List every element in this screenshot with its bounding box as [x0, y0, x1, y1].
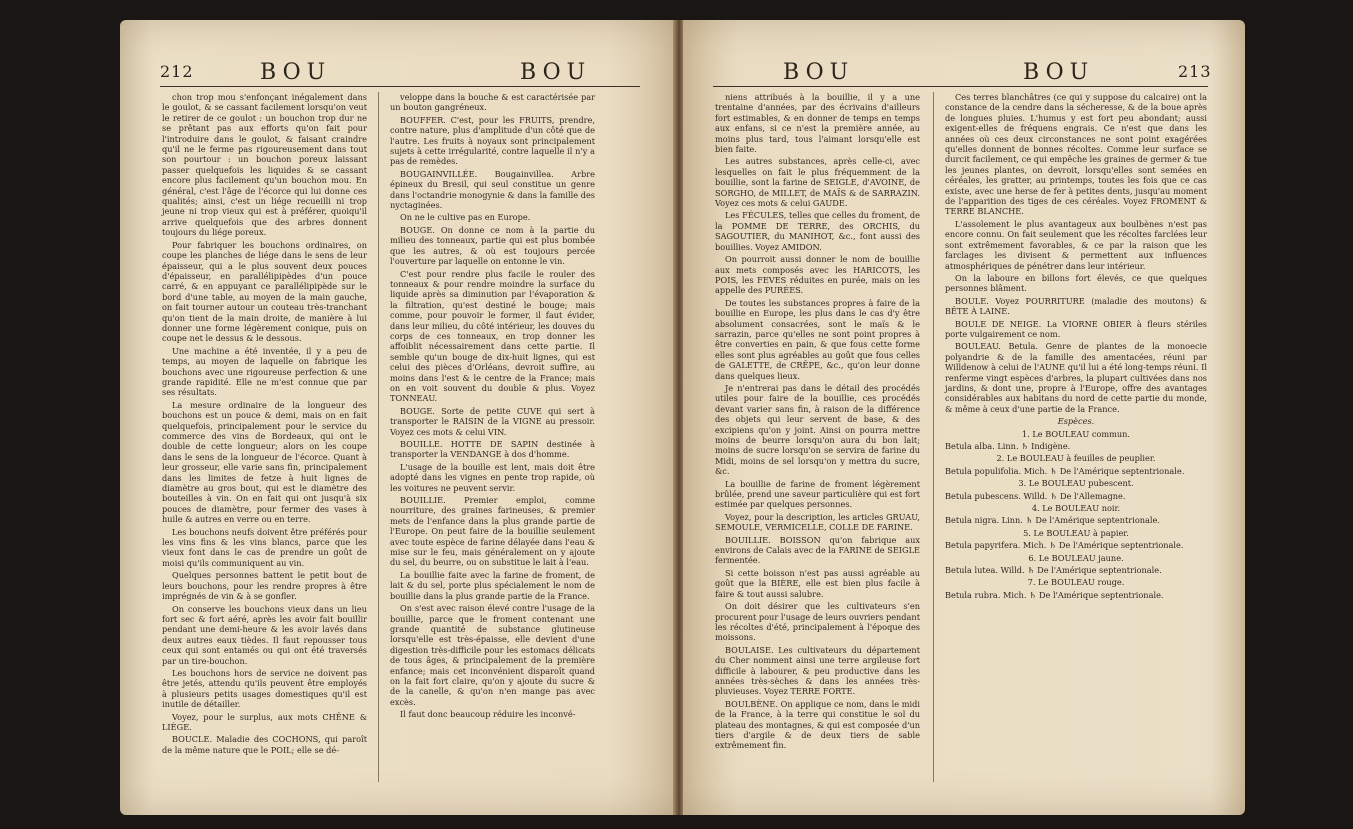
paragraph: BOUGAINVILLÉE. Bougainvillea. Arbre épineux du Bresil, qui seul constitue un genre dans l'octandrie monogynie & dans la famille des nyctaginées.	[390, 168, 595, 211]
right-column-2	[945, 92, 1207, 602]
paragraph: Il faut donc beaucoup réduire les inconvé-	[400, 709, 576, 720]
left-column-rule	[378, 92, 379, 782]
left-column-1	[162, 92, 367, 757]
paragraph: On s'est avec raison élevé contre l'usage de la bouillie, parce que le froment contenant une grande quantité de substance glutineuse lorsqu'elle est très-épaisse, elle devient d'une digestion très-difficile pour les estomacs délicats de tous âges, & principalement de la première enfance; mais cet inconvénient disparoît quand on la fait fort claire, qu'on y ajoute du sucre & de la canelle, & qu'on n'en mange pas avec excès.	[390, 603, 595, 707]
paragraph: BOUILLIE. BOISSON qu'on fabrique aux environs de Calais avec de la FARINE de SEIGLE fermentée.	[715, 534, 920, 566]
paragraph: niens attribués à la bouillie, il y a une trentaine d'années, par des écrivains d'ailleurs fort estimables, & en donner de temps en temps aux enfans, si ce n'est la première année, au moins plus tard, tous l'aimant lorsqu'elle est bien faite.	[715, 92, 920, 155]
paragraph: chon trop mou s'enfonçant inégalement dans le goulot, & se cassant facilement lorsqu'on veut le retirer de ce goulot : un bouchon trop dur ne se prêtant pas aux efforts qu'on fait pour l'introduire dans le goulot, & faisant craindre qu'il ne le ferme pas rigoureusement dans tout son pourtour : un bouchon poreux laissant passer quelquefois les liquides & se cassant encore plus facilement qu'un bouchon mou. En général, c'est l'âge de l'écorce qui lui donne ces qualités; ainsi, c'est un liége recueilli ni trop jeune ni trop vieux qui est à préférer, quoiqu'il arrive quelquefois que des arbres donnent toujours du liége poreux.	[162, 92, 367, 238]
paragraph: Les autres substances, après celle-ci, avec lesquelles on fait le plus fréquemment de la bouillie, sont la farine de SEIGLE, d'AVOINE, de SORGHO, de MILLET, de MAÏS & de SARRAZIN. Voyez ces mots & celui GAUDE.	[715, 156, 920, 209]
paragraph: BOUCLE. Maladie des COCHONS, qui paroît de la même nature que le POIL; elle se dé-	[162, 734, 367, 755]
paragraph: On pourroit aussi donner le nom de bouillie aux mets composés avec les HARICOTS, les POIS, les FEVES réduites en purée, mais on les appelle des PURÉES.	[715, 254, 920, 296]
paragraph: Voyez, pour la description, les articles GRUAU, SEMOULE, VERMICELLE, COLLE DE FARINE.	[715, 511, 920, 533]
paragraph: De toutes les substances propres à faire de la bouillie en Europe, les plus dans le cas d'y être absolument consacrées, sont le maïs & le sarrazin, parce qu'elles ne sont point propres à être converties en pain, & que fous cette forme elles sont plus agréables au goût que fous celles de GALETTE, de CRÊPE, &c., qu'on leur donne dans quelques lieux.	[715, 297, 920, 381]
paragraph: Je n'entrerai pas dans le détail des procédés utiles pour faire de la bouillie, ces procédés devant varier sans fin, à raison de la différence des objets qui leur servent de base, & des excipiens qu'on y joint. Ainsi on pourra mettre moins de beurre lorsqu'on aura du bon lait; moins de sucre lorsqu'on se servira de farine du Midi, moins de sel lorsqu'on y mettra du sucre, &c.	[715, 382, 920, 477]
paragraph: La mesure ordinaire de la longueur des bouchons est un pouce & demi, mais on en fait quelquefois, principalement pour le service du commerce des vins de Bordeaux, qui ont le double de cette longueur; alors on les coupe dans le sens de la longueur de l'écorce. Quant à leur grosseur, elle varie sans fin, principalement dans les limites de fetze à huit lignes de diamètre au gros bout, qui est le diamètre des bouteilles à vin. On en fait qui ont jusqu'à six pouces de diamètre, pour fermer des vases à huile & autres en verre ou en terre.	[162, 399, 367, 525]
paragraph: La bouillie de farine de froment légèrement brûlée, prend une saveur particulière qui est fort estimée par quelques personnes.	[715, 478, 920, 510]
species-item: 4. Le BOULEAU noir.	[1031, 503, 1121, 514]
paragraph: BOUGE. Sorte de petite CUVE qui sert à transporter le RAISIN de la VIGNE au pressoir. Voyez ces mots & celui VIN.	[390, 405, 595, 437]
paragraph: L'assolement le plus avantageux aux boulbènes n'est pas encore connu. On fait seulement que les récoltes farclées leur sont extrêmement favorables, & ce par la raison que les farclages les divisent & permettent aux influences atmosphériques de pénétrer dans leur intérieur.	[945, 218, 1207, 271]
species-latin: Betula nigra. Linn. ♄ De l'Amérique septentrionale.	[945, 515, 1160, 526]
paragraph: L'usage de la bouille est lent, mais doit être adopté dans les vignes en pente trop rapide, où les voitures ne peuvent servir.	[390, 461, 595, 493]
paragraph: BOUILLIE. Premier emploi, comme nourriture, des graines farineuses, & premier mets de l'enfance dans la plus grande partie de l'Europe. On peut faire de la bouillie seulement avec toute espèce de farine délayée dans l'eau & mise sur le feu, mais généralement on y ajoute du sel, du beurre, ou on substitue le lait à l'eau.	[390, 495, 595, 568]
paragraph: BOULEAU. Betula. Genre de plantes de la monoecie polyandrie & de la famille des amentacées, réuni par Willdenow à celui de l'AUNE qu'il lui a été long-temps réuni. Il renferme vingt espèces d'arbres, la plupart cultivées dans nos jardins, & dont une, propre à l'Europe, offre des avantages considérables aux habitans du nord de cette partie du monde, & même à ceux d'une partie de la France.	[945, 341, 1207, 414]
left-column-2	[390, 92, 595, 722]
right-column-rule	[933, 92, 934, 782]
species-latin: Betula pubescens. Willd. ♄ De l'Allemagne.	[945, 490, 1126, 501]
species-latin: Betula rubra. Mich. ♄ De l'Amérique septentrionale.	[945, 589, 1164, 600]
right-column-1	[715, 92, 920, 753]
right-running-head-1: BOU	[783, 60, 855, 85]
paragraph: Ces terres blanchâtres (ce qui y suppose du calcaire) ont la constance de la cendre dans la sécheresse, & de la boue après de longues pluies. L'humus y est fort peu abondant; aussi exigent-elles de fréquens engrais. Ce n'est que dans les années où ces deux circonstances ne sont point exagérées qu'elles donnent de bonnes récoltes. Comme leur surface se durcit facilement, ce qui empêche les graines de germer & tue les jeunes plantes, on devroit, lorsqu'elles sont semées en céréales, les gratter, au printemps, toutes les fois que ce cas existe, avec une herse de fer à petites dents, jusqu'au moment de l'apparition des tiges de ces céréales. Voyez FROMENT & TERRE BLANCHE.	[945, 92, 1207, 217]
left-page	[120, 20, 675, 815]
paragraph: Voyez, pour le surplus, aux mots CHÊNE & LIÉGE.	[162, 711, 367, 732]
paragraph: BOUILLE. HOTTE DE SAPIN destinée à transporter la VENDANGE à dos d'homme.	[390, 439, 595, 460]
left-folio: 212	[160, 62, 194, 81]
paragraph: BOUFFER. C'est, pour les FRUITS, prendre, contre nature, plus d'amplitude d'un côté que de l'autre. Les fruits à noyaux sont principalement sujets à cette irrégularité, contre laquelle il n'y a pas de remèdes.	[390, 114, 595, 167]
species-latin: Betula papyrifera. Mich. ♄ De l'Amérique septentrionale.	[945, 540, 1184, 551]
species-item: 3. Le BOULEAU pubescent.	[1018, 478, 1134, 489]
paragraph: Les bouchons hors de service ne doivent pas être jetés, attendu qu'ils peuvent être employés à plusieurs petits usages domestiques qu'il est inutile de détailler.	[162, 667, 367, 710]
paragraph: Si cette boisson n'est pas aussi agréable au goût que la BIÈRE, elle est bien plus facile à faire & tout aussi salubre.	[715, 567, 920, 599]
species-latin: Betula populifolia. Mich. ♄ De l'Amérique septentrionale.	[945, 465, 1185, 476]
left-running-head-2: BOU	[520, 60, 592, 85]
open-book	[120, 20, 1245, 815]
paragraph: On conserve les bouchons vieux dans un lieu fort sec & fort aéré, après les avoir fait bouillir pendant une demi-heure & les avoir lavés dans deux autres eaux tièdes. Il faut repousser tous ceux qui sont entamés ou qui ont été traversés par un tire-bouchon.	[162, 603, 367, 666]
paragraph: BOULE. Voyez POURRITURE (maladie des moutons) & BÊTE À LAINE.	[945, 295, 1207, 317]
paragraph: Une machine a été inventée, il y a peu de temps, au moyen de laquelle on fabrique les bouchons avec une rigoureuse perfection & une grande rapidité. Elle ne m'est connue que par ses résultats.	[162, 345, 367, 398]
species-item: 1. Le BOULEAU commun.	[1021, 428, 1131, 439]
species-item: 5. Le BOULEAU à papier.	[1023, 527, 1129, 538]
paragraph: BOUGE. On donne ce nom à la partie du milieu des tonneaux, partie qui est plus bombée que les autres, & où est toujours percée l'ouverture par laquelle on entonne le vin.	[390, 224, 595, 267]
paragraph: La bouillie faite avec la farine de froment, de lait & du sel, porte plus spécialement le nom de bouillie dans la plus grande partie de la France.	[390, 569, 595, 601]
paragraph: On doit désirer que les cultivateurs s'en procurent pour l'usage de leurs ouvriers pendant les récoltes d'été, principalement à l'époque des moissons.	[715, 601, 920, 643]
species-latin: Betula lutea. Willd. ♄ De l'Amérique septentrionale.	[945, 565, 1162, 576]
left-head-rule	[160, 86, 640, 87]
paragraph: On la laboure en billons fort élevés, ce que quelques personnes blâment.	[945, 272, 1207, 294]
paragraph: Quelques personnes battent le petit bout de leurs bouchons, pour les rendre propres à être imprégnés de vin & à se gonfler.	[162, 570, 367, 602]
paragraph: Les bouchons neufs doivent être préférés pour les vins fins & les vins blancs, parce que les vieux font dans le cas de prendre un goût de moisi qu'ils communiquent au vin.	[162, 526, 367, 568]
paragraph: BOULE DE NEIGE. La VIORNE OBIER à fleurs stériles porte vulgairement ce nom.	[945, 318, 1207, 339]
paragraph: BOULAISE. Les cultivateurs du département du Cher nomment ainsi une terre argileuse fort difficile à labourer, & peu productive dans les années très-sèches & dans les années très-pluvieuses. Voyez TERRE FORTE.	[715, 644, 920, 697]
species-item: 6. Le BOULEAU jaune.	[1028, 552, 1124, 563]
species-heading: Espèces.	[1057, 416, 1095, 427]
paragraph: Pour fabriquer les bouchons ordinaires, on coupe les planches de liége dans le sens de leur épaisseur, qui a le plus souvent deux pouces d'épaisseur, en parallélipipèdes d'un pouce carré, & en appuyant ce parallélipipède sur le bord d'une table, au moyen de la main gauche, on fait tourner autour un couteau très-tranchant qu'on tient de la main droite, de manière à lui donner une forme légèrement conique, puis on coupe net le dessus & le dessous.	[162, 239, 367, 344]
paragraph: On ne le cultive pas en Europe.	[400, 212, 531, 223]
species-item: 2. Le BOULEAU à feuilles de peuplier.	[996, 453, 1156, 464]
species-latin: Betula alba. Linn. ♄ Indigène.	[945, 441, 1071, 451]
paragraph: C'est pour rendre plus facile le rouler des tonneaux & pour rendre moindre la surface du liquide après sa diminution par l'évaporation & la filtration, qu'est destiné le bouge; mais comme, pour pouvoir le former, il faut évider, dans leur milieu, du côté intérieur, les douves du corps de ces tonneaux, en trop donner les affoiblit nécessairement dans cette partie. Il semble qu'un bouge de dix-huit lignes, qui est celui des pièces d'Orléans, devroit suffire, au moins dans l'est & le centre de la France; mais on en voit souvent du double & plus. Voyez TONNEAU.	[390, 268, 595, 404]
paragraph: BOULBÈNE. On applique ce nom, dans le midi de la France, à la terre qui constitue le sol du plateau des montagnes, & qui est composée d'un tiers d'argile & de deux tiers de sable extrêmement fin.	[715, 698, 920, 751]
right-head-rule	[713, 86, 1208, 87]
right-running-head-2: BOU	[1023, 60, 1095, 85]
left-running-head-1: BOU	[260, 60, 332, 85]
right-folio: 213	[1178, 62, 1212, 81]
paragraph: Les FÉCULES, telles que celles du froment, de la POMME DE TERRE, des ORCHIS, du SAGOUTIER, du MANIHOT, &c., font aussi des bouillies. Voyez AMIDON.	[715, 210, 920, 252]
right-page	[683, 20, 1245, 815]
species-item: 7. Le BOULEAU rouge.	[1027, 577, 1125, 588]
paragraph: veloppe dans la bouche & est caractérisée par un bouton gangréneux.	[390, 92, 595, 113]
